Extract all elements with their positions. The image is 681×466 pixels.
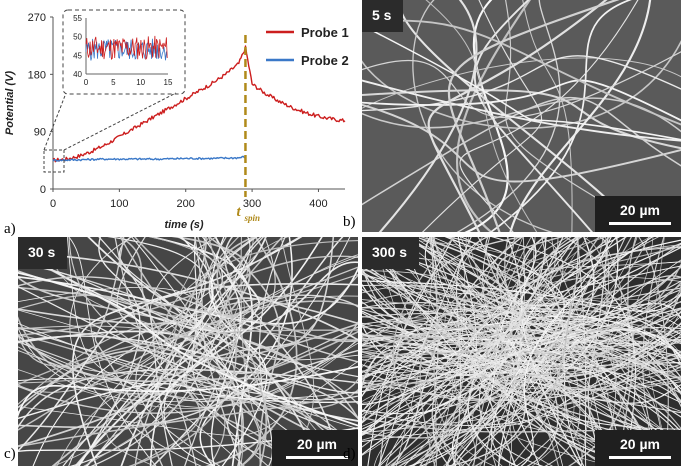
panel-label-a: a) — [4, 221, 16, 237]
x-tick-label: 200 — [176, 198, 195, 210]
time-label-5s: 5 s — [362, 0, 403, 32]
scale-bar-line-d — [609, 456, 671, 459]
x-tick-label: 0 — [49, 198, 57, 210]
inset-y-tick-label: 45 — [73, 51, 82, 61]
y-tick-label: 90 — [33, 126, 46, 139]
inset-y-tick-label: 50 — [73, 32, 82, 42]
zoom-connector-right — [64, 93, 176, 150]
fiber — [362, 90, 681, 150]
inset-x-tick-label: 0 — [83, 78, 89, 87]
scale-bar-line-b — [609, 222, 671, 225]
time-label-30s: 30 s — [18, 237, 67, 269]
sem-image-30s — [18, 237, 358, 466]
inset-x-tick-label: 15 — [163, 78, 173, 87]
sem-image-300s — [362, 237, 681, 466]
sem-image-5s — [362, 0, 681, 232]
x-tick-label: 100 — [110, 198, 129, 210]
x-axis-label: time (s) — [164, 219, 204, 231]
legend-label-2: Probe 2 — [301, 53, 349, 68]
inset-x-tick-label: 5 — [111, 78, 116, 87]
inset-y-tick-label: 40 — [73, 70, 82, 79]
scale-label-c: 20 µm — [297, 436, 337, 452]
scale-label-d: 20 µm — [620, 436, 660, 452]
inset-x-tick-label: 10 — [136, 78, 146, 87]
panel-label-c: c) — [4, 446, 16, 462]
time-label-300s: 300 s — [362, 237, 419, 269]
x-tick-label: 300 — [242, 198, 262, 210]
scale-bar-line-c — [286, 456, 348, 459]
y-tick-label: 180 — [27, 69, 46, 82]
series-line-2 — [53, 156, 246, 161]
tspin-label: t — [236, 204, 241, 220]
y-tick-label: 0 — [39, 184, 46, 196]
tspin-subscript: spin — [244, 213, 260, 223]
fiber — [362, 56, 681, 111]
inset-y-tick-label: 55 — [73, 14, 82, 23]
x-tick-label: 400 — [309, 198, 328, 210]
y-axis-label: Potential (V) — [4, 70, 16, 136]
scale-bar-b — [595, 196, 681, 232]
scale-bar-d — [595, 430, 681, 466]
legend-label-1: Probe 1 — [301, 25, 349, 40]
fiber — [521, 0, 572, 232]
panel-label-b: b) — [343, 214, 356, 230]
scale-label-b: 20 µm — [620, 202, 660, 218]
panel-label-d: d) — [343, 446, 356, 462]
y-tick-label: 270 — [27, 12, 46, 24]
zoom-connector-left — [44, 93, 66, 150]
